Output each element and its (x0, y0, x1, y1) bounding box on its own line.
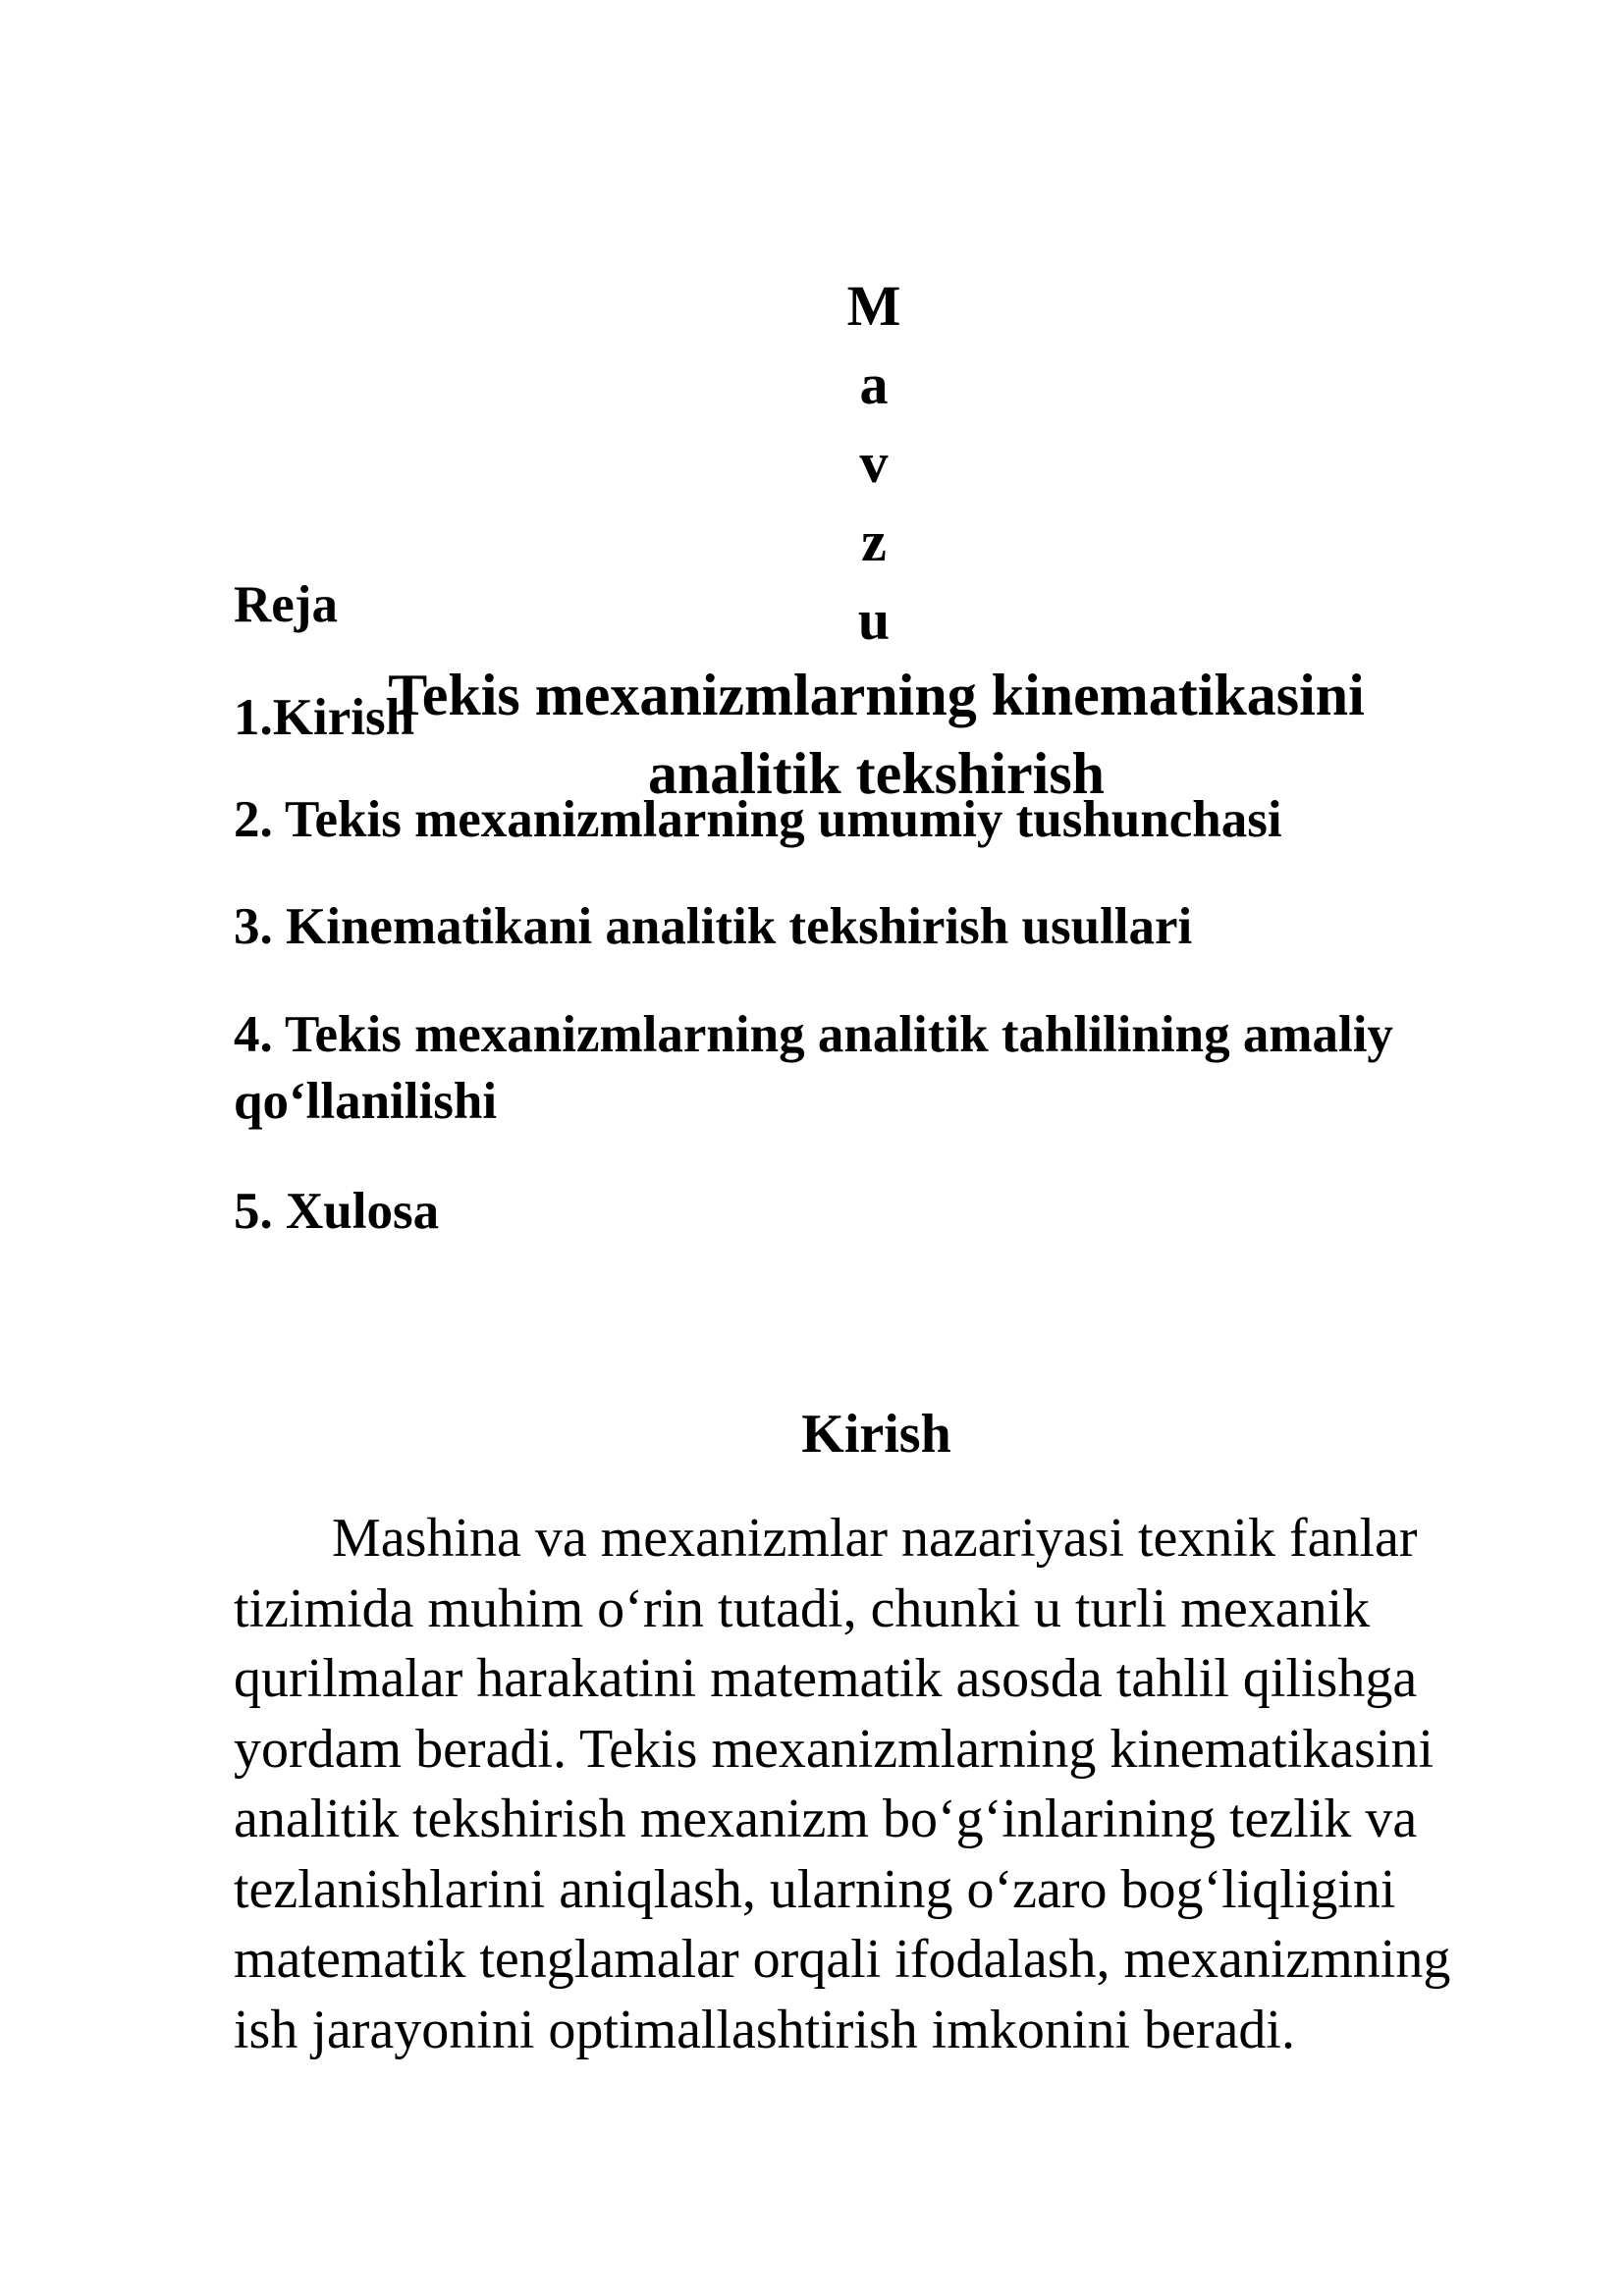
section-heading-kirish: Kirish (801, 1404, 951, 1465)
topic-title: Tekis mexanizmlarning kinematikasini analitik tekshirish (388, 663, 1365, 806)
vertical-title-mavzu (840, 267, 907, 660)
intro-paragraph: Mashina va mexanizmlar nazariyasi texnik fanlar tizimida muhim o‘rin tutadi, chunki u turli mexanik qurilmalar harakatini matematik asosda tahlil qilishga yordam beradi. Tekis mexanizmlarning kinematikasini analitik tekshirish mexanizm bo‘g‘inlarining tezlik va tezlanishlarini aniqlash, ularning o‘zaro bog‘liqligini matematik tenglamalar orqali ifodalash, mexanizmning ish jarayonini optimallashtirish imkonini beradi. (234, 1508, 1451, 2060)
vertical-title-letter: a (859, 352, 889, 416)
vertical-title-letter: M (846, 274, 901, 338)
plan-item-conclusion: 5. Xulosa (234, 1183, 440, 1240)
vertical-title-letter: u (857, 588, 891, 652)
plan-item-general-concept: 2. Tekis mexanizmlarning umumiy tushunchasi (234, 791, 1282, 848)
plan-item-kirish: 1.Kirish (234, 689, 415, 746)
plan-heading: Reja (234, 576, 338, 633)
plan-item-analytic-methods: 3. Kinematikani analitik tekshirish usullari (234, 898, 1193, 955)
vertical-title-letter: v (859, 431, 889, 495)
vertical-title-letter: z (861, 509, 887, 573)
plan-item-practical-application: 4. Tekis mexanizmlarning analitik tahlilining amaliy qo‘llanilishi (234, 1006, 1393, 1130)
